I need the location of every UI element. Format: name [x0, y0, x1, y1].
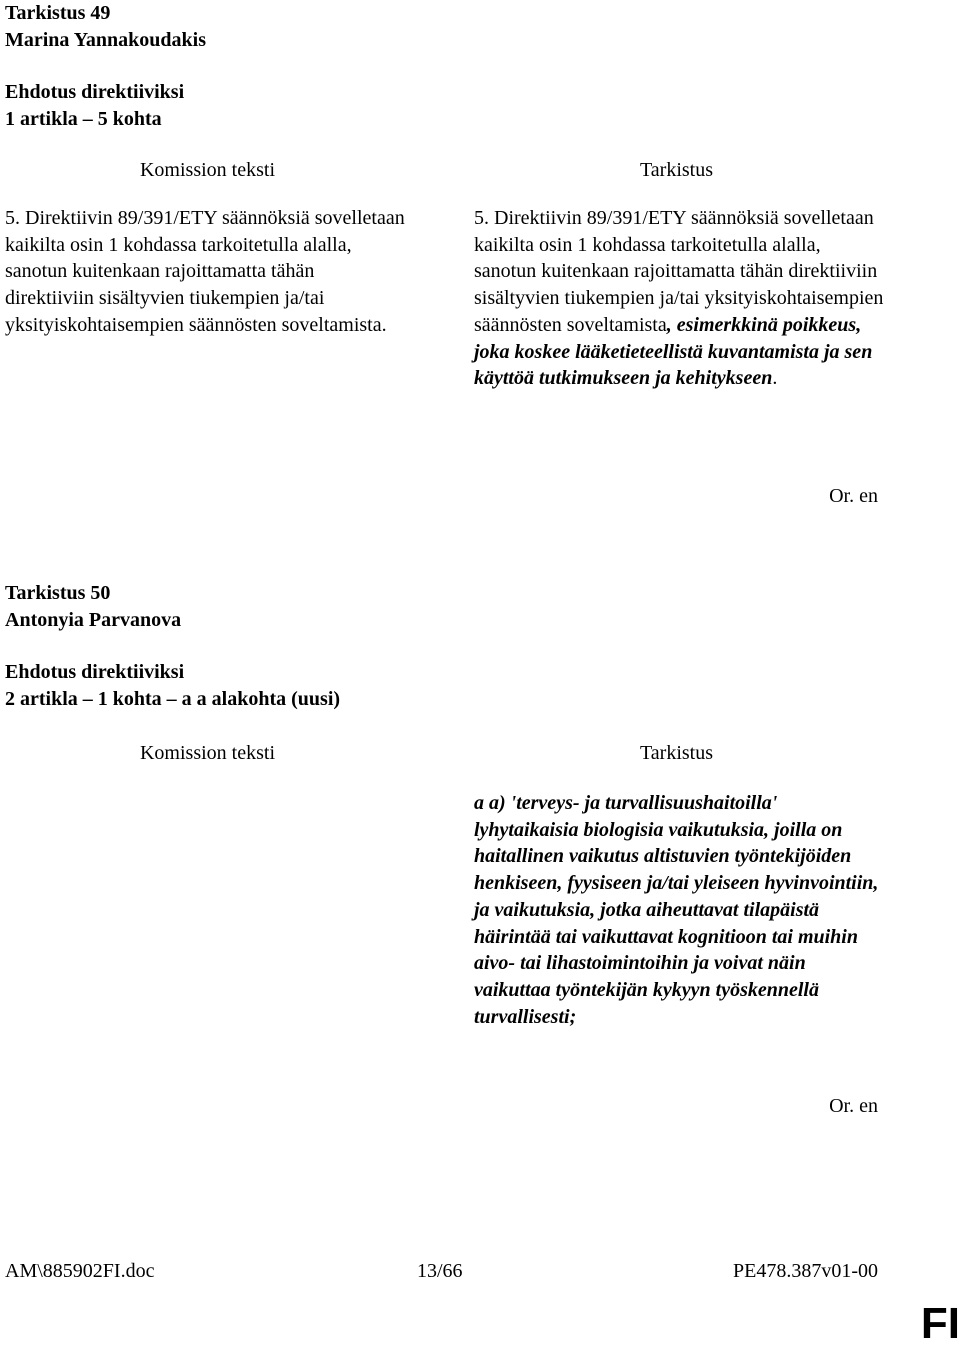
page-footer	[5, 1258, 878, 1285]
amendment-text-added: , esimerkkinä poikkeus, joka koskee lääketieteellistä kuvantamista ja sen käyttöä tutkimukseen ja kehitykseen	[474, 313, 873, 390]
column-head-amendment: Tarkistus	[639, 159, 714, 181]
amendment-49-header	[5, 0, 206, 133]
commission-text: 5. Direktiivin 89/391/ETY säännöksiä sovelletaan kaikilta osin 1 kohdassa tarkoitetulla alalla, sanotun kuitenkaan rajoittamatta tähän direktiiviin sisältyvien tiukempien ja/tai yksityiskohtaisempien säännösten soveltamista.	[5, 207, 405, 336]
amendment-author: Antonyia Parvanova	[5, 608, 182, 631]
amendment-title: Tarkistus 49	[5, 2, 111, 24]
column-head-commission: Komission teksti	[139, 159, 275, 181]
article-reference: 2 artikla – 1 kohta – a a alakohta (uusi)	[5, 688, 341, 711]
amendment-text-end: .	[772, 367, 778, 390]
original-language: Or. en	[829, 485, 878, 507]
amendment-50-header	[5, 580, 340, 713]
amendment-author: Marina Yannakoudakis	[5, 28, 206, 51]
column-head-amendment: Tarkistus	[639, 742, 714, 764]
proposal-label: Ehdotus direktiiviksi	[5, 661, 185, 684]
amendment-title: Tarkistus 50	[5, 582, 111, 604]
amendment-text-added: a a) 'terveys- ja turvallisuushaitoilla' lyhytaikaisia biologisia vaikutuksia, joilla on haitallinen vaikutus altistuvien työntekijöiden henkiseen, fyysiseen ja/tai yleiseen hyvinvointiin, ja vaikutuksia, jotka aiheuttavat tilapäistä häirintää tai vaikuttavat kognitioon tai muihin aivo- tai lihastoimintoihin ja voivat näin vaikuttaa työntekijän kykyyn työskennellä turvallisesti;	[474, 792, 879, 1028]
amendment-text	[474, 790, 884, 1030]
article-reference: 1 artikla – 5 kohta	[5, 108, 162, 131]
document-reference: AM\885902FI.doc	[5, 1260, 155, 1282]
page-number: 13/66	[417, 1260, 463, 1282]
amendment-text-unchanged: 5. Direktiivin 89/391/ETY säännöksiä sovelletaan kaikilta osin 1 kohdassa tarkoitetulla alalla, sanotun kuitenkaan rajoittamatta tähän direktiiviin sisältyvien tiukempien ja/tai yksityiskohtaisempien säännösten soveltamista	[474, 207, 884, 336]
amendment-text	[474, 205, 884, 392]
language-code: FI	[920, 1299, 960, 1348]
pe-reference: PE478.387v01-00	[733, 1260, 878, 1282]
original-language: Or. en	[829, 1095, 878, 1117]
proposal-label: Ehdotus direktiiviksi	[5, 81, 185, 104]
column-head-commission: Komission teksti	[139, 742, 275, 764]
